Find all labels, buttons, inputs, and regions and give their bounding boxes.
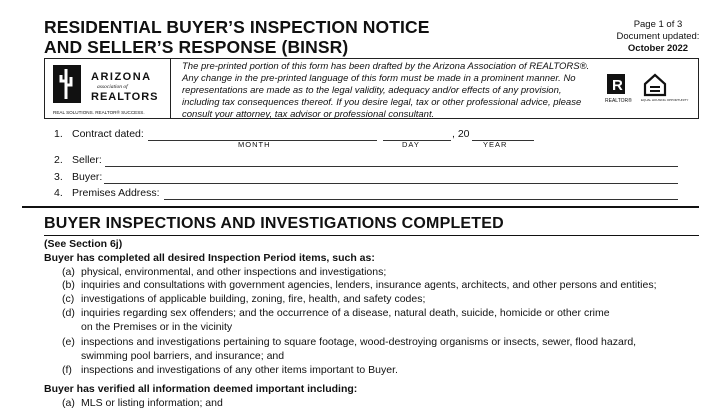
page-info: [612, 19, 704, 55]
arizona-realtors-logo: [45, 59, 171, 118]
realtor-icon: [605, 74, 632, 104]
verified-intro: Buyer has verified all information deemed important including:: [44, 383, 358, 395]
line-number-4: 4.: [54, 187, 63, 199]
section-title-rule: [44, 235, 699, 236]
buyer-field[interactable]: [104, 183, 678, 184]
item-letter: (a): [62, 397, 75, 409]
item-text: inquiries regarding sex offenders; and the occurrence of a disease, natural death, suicide, homicide or other crime: [81, 307, 610, 319]
day-label: DAY: [402, 140, 420, 149]
item-letter: (c): [62, 293, 75, 305]
seller-label: Seller:: [72, 154, 102, 166]
buyer-label: Buyer:: [72, 171, 103, 183]
item-text: MLS or listing information; and: [81, 397, 223, 409]
section-divider: [22, 206, 699, 208]
item-text-continued: swimming pool barriers, and insurance; and: [81, 350, 285, 362]
doc-updated-date: October 2022: [627, 43, 689, 54]
line-number-1: 1.: [54, 128, 63, 140]
month-label: MONTH: [238, 140, 271, 149]
item-text: investigations of applicable building, zoning, fire, health, and safety codes;: [81, 293, 426, 305]
seller-field[interactable]: [105, 166, 678, 167]
page-number: Page 1 of 3: [633, 19, 683, 30]
year-prefix: , 20: [452, 128, 470, 140]
section-title: BUYER INSPECTIONS AND INVESTIGATIONS COMPLETED: [44, 215, 504, 232]
form-title: [44, 17, 430, 57]
equal-housing-label: EQUAL HOUSING OPPORTUNITY: [641, 98, 689, 102]
list-item: [0, 336, 720, 364]
doc-updated-label: Document updated:: [616, 31, 700, 42]
logo-realtors: REALTORS: [91, 91, 159, 103]
section-reference: (See Section 6j): [44, 238, 123, 250]
list-item: [0, 397, 720, 411]
logo-association: association of: [97, 84, 128, 90]
logo-arizona: ARIZONA: [91, 71, 152, 83]
line-number-3: 3.: [54, 171, 63, 183]
svg-text:R: R: [612, 77, 623, 94]
list-item: [0, 266, 720, 280]
item-letter: (f): [62, 364, 72, 376]
item-text-continued: on the Premises or in the vicinity: [81, 321, 233, 333]
list-item: [0, 293, 720, 307]
premises-address-label: Premises Address:: [72, 187, 160, 199]
item-text: inspections and investigations pertaining to square footage, wood-destroying organisms or insects, sewer, flood hazard,: [81, 336, 637, 348]
completed-intro: Buyer has completed all desired Inspection Period items, such as:: [44, 252, 375, 264]
item-letter: (e): [62, 336, 75, 348]
badge-group: [605, 72, 695, 106]
form-title-line1: RESIDENTIAL BUYER’S INSPECTION NOTICE: [44, 17, 430, 37]
item-text: physical, environmental, and other inspections and investigations;: [81, 266, 387, 278]
equal-housing-icon: [641, 75, 688, 102]
list-item: [0, 307, 720, 335]
item-letter: (b): [62, 279, 75, 291]
item-text: inquiries and consultations with government agencies, lenders, insurance agents, architects, and other persons and entities;: [81, 279, 657, 291]
badges-graphic: [605, 72, 695, 106]
item-text: inspections and investigations of any other items important to Buyer.: [81, 364, 398, 376]
logo-graphic: [45, 59, 171, 118]
logo-tagline: REAL SOLUTIONS. REALTOR® SUCCESS.: [53, 110, 145, 115]
list-item: [0, 364, 720, 378]
item-letter: (a): [62, 266, 75, 278]
realtor-badge-label: REALTOR®: [605, 98, 632, 104]
premises-address-field[interactable]: [164, 199, 678, 200]
item-letter: (d): [62, 307, 75, 319]
line-number-2: 2.: [54, 154, 63, 166]
list-item: [0, 279, 720, 293]
disclaimer-text: The pre-printed portion of this form has been drafted by the Arizona Association of REALTORS®. Any change in the pre-printed language of this form must be made in a prominent manner. No representations are made as to the legal validity, adequacy and/or effects of any provision, including tax consequences thereof. If you desire legal, tax or other professional advice, please consult your attorney, tax advisor or professional consultant.: [182, 61, 590, 120]
contract-dated-label: Contract dated:: [72, 128, 144, 140]
year-label: YEAR: [483, 140, 508, 149]
form-title-line2: AND SELLER’S RESPONSE (BINSR): [44, 37, 349, 57]
